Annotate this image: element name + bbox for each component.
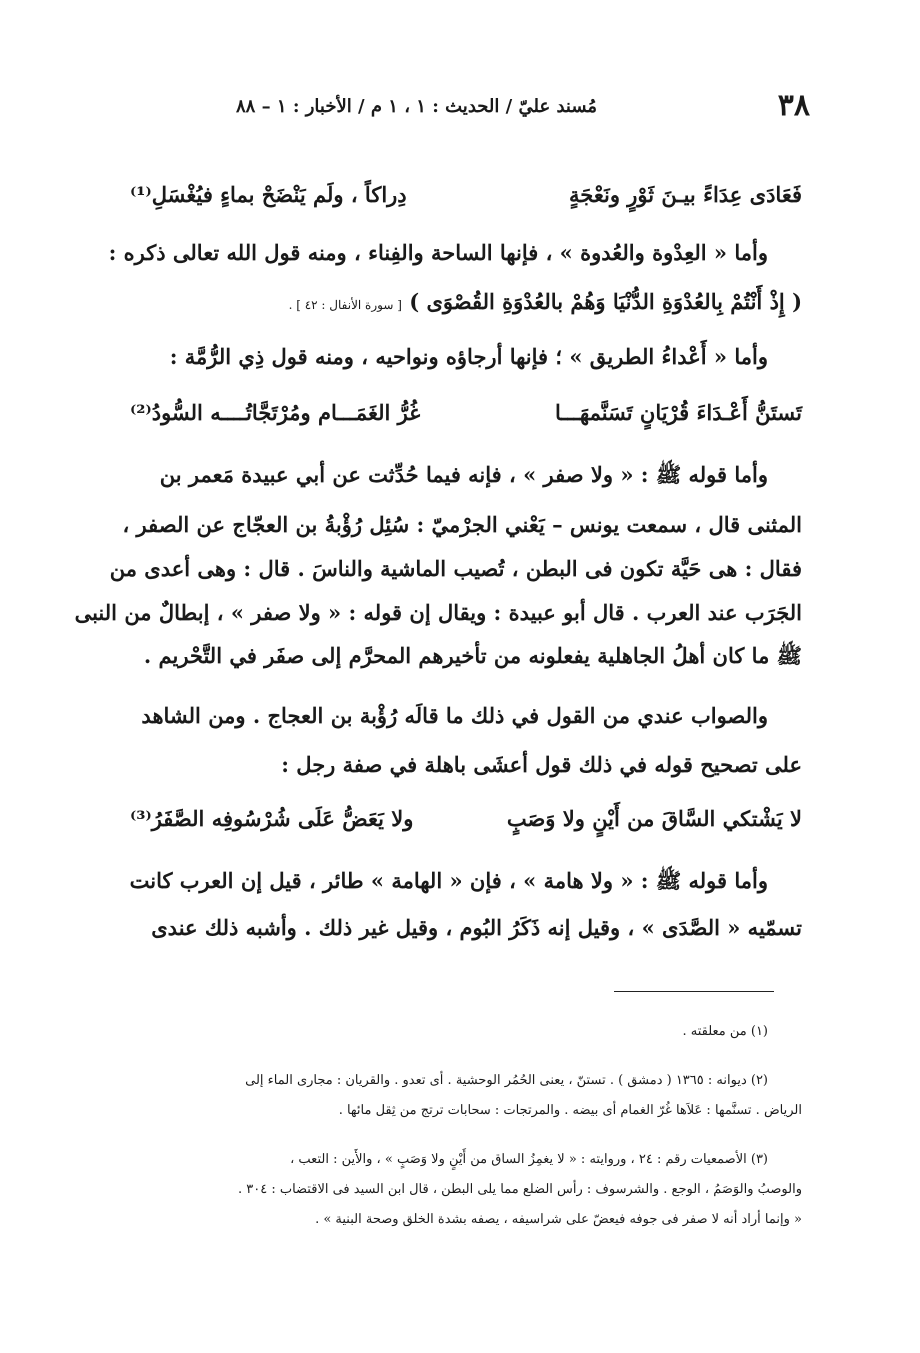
paragraph-4-line-2: على تصحيح قوله في ذلك قول أعشَى باهلة في صفة رجل : (281, 752, 802, 777)
verse-1-hemistich-1: فَعَادَى عِدَاءً بيـنَ ثَوْرٍ ونَعْجَةٍ (569, 182, 802, 207)
paragraph-3-line-1: وأما قوله ﷺ : « ولا صفر » ، فإنه فيما حُدِّثت عن أبي عبيدة مَعمر بن (159, 462, 768, 487)
paragraph-3-line-2: المثنى قال ، سمعت يونس – يَعْني الجرْميّ : سُئِل رُؤْبةُ بن العجّاج عن الصفر ، (122, 512, 802, 537)
paragraph-3-line-4: الجَرَب عند العرب . قال أبو عبيدة : ويقال إن قوله : « ولا صفر » ، إبطالٌ من النبى (74, 600, 802, 625)
paragraph-5-line-2: تسمّيه « الصَّدَى » ، وقيل إنه ذَكَرُ البُوم ، وقيل غير ذلك . وأشبه ذلك عندى (151, 915, 802, 940)
verse-1 (130, 182, 802, 207)
paragraph-3-line-5: ﷺ ما كان أهلُ الجاهلية يفعلونه من تأخيرهم المحرَّم إلى صفَر في التَّحْريم . (143, 643, 802, 668)
paragraph-1-line-1: وأما « العِدْوة والعُدوة » ، فإنها الساحة والفِناء ، ومنه قول الله تعالى ذكره : (108, 240, 768, 265)
paragraph-2-line-1: وأما « أَعْداءُ الطريق » ؛ فإنها أرجاؤه ونواحيه ، ومنه قول ذِي الرُّمَّة : (169, 344, 768, 369)
footnote-1: (١) من معلقته . (682, 1024, 768, 1039)
paragraph-5-line-1: وأما قوله ﷺ : « ولا هامة » ، فإن « الهامة » طائر ، قيل إن العرب كانت (129, 868, 768, 893)
quran-reference: [ سورة الأنفال : ٤٢ ] . (288, 298, 402, 312)
footnote-3-line-3: « وإنما أراد أنه لا صفر فى جوفه فيعضّ على شراسيفه ، يصفه بشدة الخلق وصحة البنية » . (315, 1212, 802, 1227)
paragraph-1-line-2 (130, 289, 802, 314)
verse-3-hemistich-1: لا يَشْتكي السَّاقَ من أَيْنٍ ولا وَصَبٍ (506, 806, 802, 831)
footnote-3-line-2: والوصبُ والوَصَمُ ، الوجع . والشرسوف : رأس الضلع مما يلى البطن ، قال ابن السيد فى الاقتضاب : ٣٠٤ . (237, 1182, 802, 1197)
verse-1-hemistich-2: دِراكاً ، ولَم يَنْضَحْ بماءٍ فيُغْسَلِ⁽¹⁾ (130, 182, 407, 207)
paragraph-3-line-3: فقال : هى حَيَّة تكون فى البطن ، تُصيب الماشية والناسَ . قال : وهى أعدى من (109, 556, 802, 581)
footnote-3-line-1: (٣) الأصمعيات رقم : ٢٤ ، وروايته : « لا يغمِزُ الساق من أَيْنٍ ولا وَصَبٍ » ، والأَين : التعب ، (290, 1152, 768, 1167)
verse-2 (130, 400, 802, 425)
page-number: ٣٨ (777, 88, 810, 123)
verse-2-hemistich-2: غُرُّ الغَمَـــام ومُرْتَجَّاتُــــه السُّودُ⁽²⁾ (130, 400, 421, 425)
running-head: مُسند عليّ / الحديث : ١ ، ١ م / الأخبار : ١ – ٨٨ (236, 96, 598, 117)
footnote-2-line-1: (٢) ديوانه : ١٣٦٥ ( دمشق ) . تستنّ ، يعنى الحُمُر الوحشية . أى تعدو . والقريان : مجارى الماء إلى (245, 1073, 768, 1088)
footnote-divider (614, 991, 774, 992)
verse-3-hemistich-2: ولا يَعَضُّ عَلَى شُرْسُوفِه الصَّفَرُ⁽³⁾ (130, 806, 414, 831)
page-header (236, 88, 810, 132)
verse-2-hemistich-1: تَستَنُّ أَعْـدَاءَ قُرْيَانٍ تَسَنَّمهَـــا (555, 400, 802, 425)
quran-quote: ( إِذْ أَنْتُمْ بِالعُدْوَةِ الدُّنْيَا وَهُمْ بالعُدْوَةِ القُصْوَى ) (409, 289, 802, 314)
verse-3 (130, 806, 802, 831)
footnote-2-line-2: الرياض . تسنَّمها : عَلاَها غُرّ الغمام أى بيضه . والمرتجات : سحابات ترتج من ثِقل مائها . (338, 1103, 802, 1118)
paragraph-4-line-1: والصواب عندي من القول في ذلك ما قالَه رُؤْبة بن العجاج . ومن الشاهد (141, 703, 768, 728)
